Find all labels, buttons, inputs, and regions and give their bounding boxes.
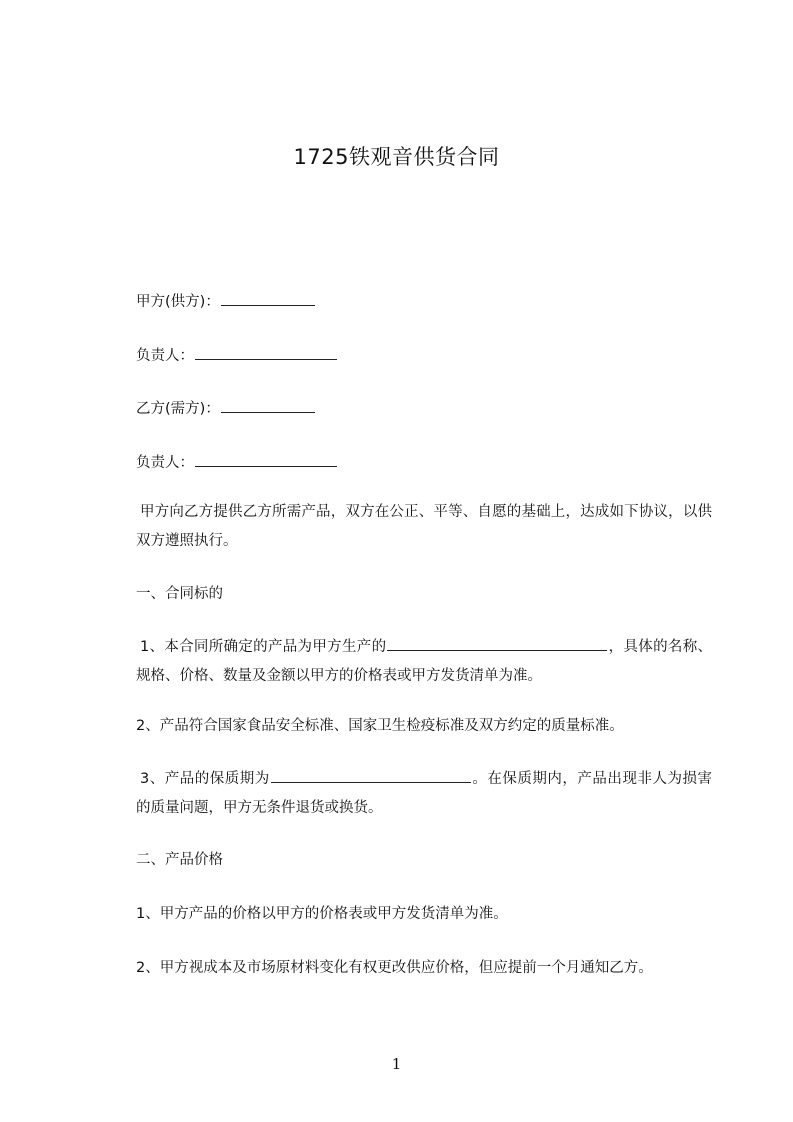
section1-item2: 2、产品符合国家食品安全标准、国家卫生检疫标准及双方约定的质量标准。 xyxy=(136,718,624,734)
product-name-blank xyxy=(387,636,607,651)
party-b-label: 乙方(需方)： xyxy=(136,401,220,417)
party-a-label: 甲方(供方)： xyxy=(136,294,220,310)
party-b-contact-blank xyxy=(195,452,337,467)
s1-item3-prefix: 3、产品的保质期为 xyxy=(140,771,270,787)
page-number: 1 xyxy=(391,1055,402,1073)
party-b-contact-label: 负责人： xyxy=(136,455,194,471)
section2-heading: 二、产品价格 xyxy=(136,852,223,868)
section1-item3 xyxy=(136,765,712,823)
party-b-contact-line xyxy=(136,452,338,473)
intro-paragraph: 甲方向乙方提供乙方所需产品，双方在公正、平等、自愿的基础上，达成如下协议，以供双方遵照执行。 xyxy=(136,504,712,549)
s1-item1-prefix: 1、本合同所确定的产品为甲方生产的 xyxy=(140,639,387,655)
s1-item3-suffix: 。在保质期内，产品出现非人为损害的质量问题，甲方无条件退货或换货。 xyxy=(136,771,712,816)
section1-heading: 一、合同标的 xyxy=(136,586,223,602)
party-a-contact-line xyxy=(136,345,338,366)
s1-item1-suffix: ，具体的名称、规格、价格、数量及金额以甲方的价格表或甲方发货清单为准。 xyxy=(136,639,712,684)
document-title: 1725铁观音供货合同 xyxy=(293,145,500,169)
section2-item2: 2、甲方视成本及市场原材料变化有权更改供应价格，但应提前一个月通知乙方。 xyxy=(136,960,653,976)
shelf-life-blank xyxy=(271,768,471,783)
party-b-blank xyxy=(221,398,315,413)
party-a-contact-blank xyxy=(195,345,337,360)
section2-item1: 1、甲方产品的价格以甲方的价格表或甲方发货清单为准。 xyxy=(136,906,508,922)
party-a-blank xyxy=(221,291,315,306)
section1-item1 xyxy=(136,633,712,691)
party-a-contact-label: 负责人： xyxy=(136,348,194,364)
party-b-line xyxy=(136,398,316,419)
party-a-line xyxy=(136,291,316,312)
